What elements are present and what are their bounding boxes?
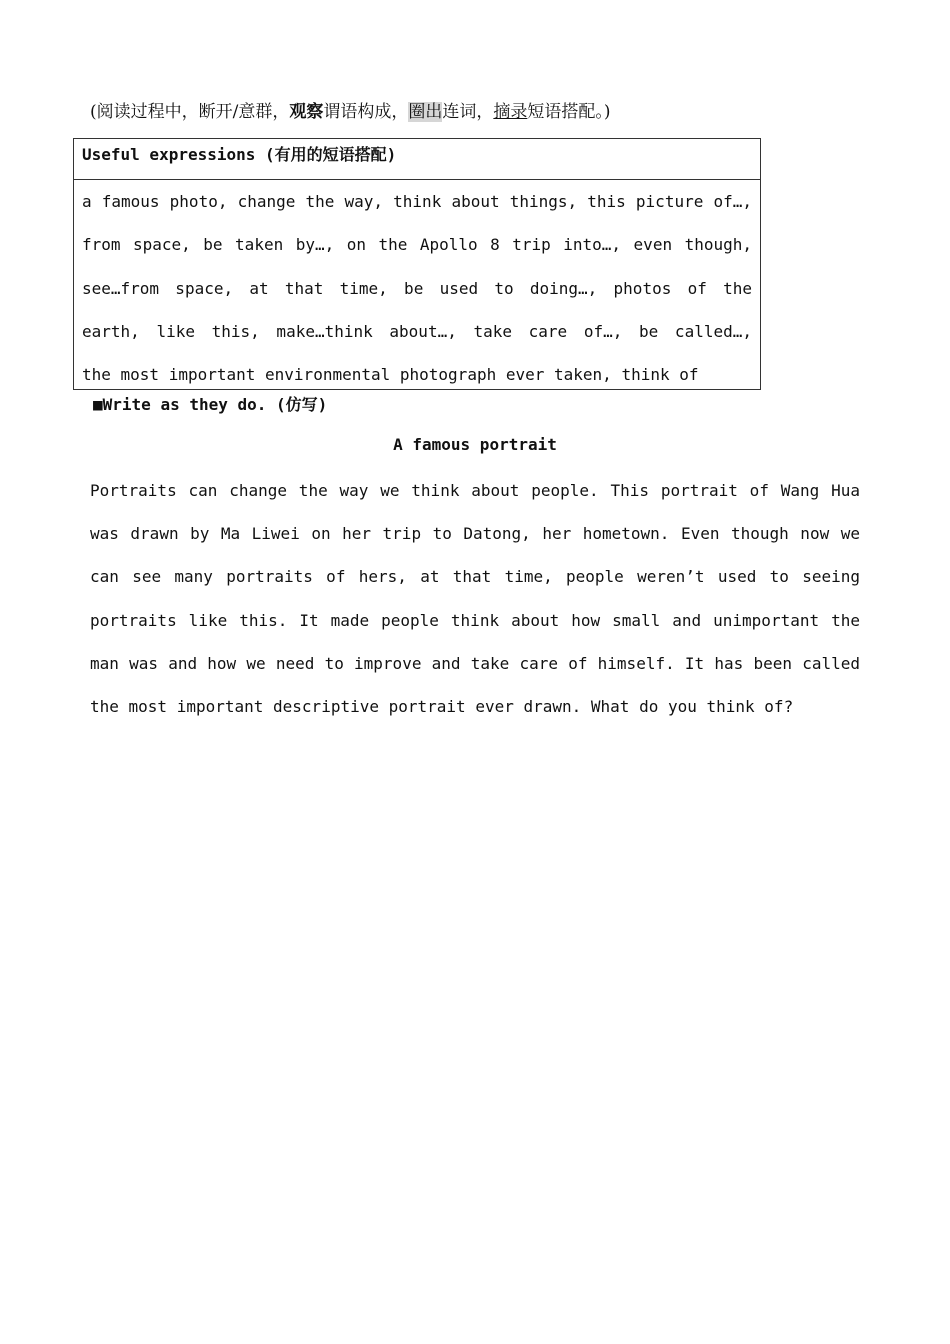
instructions-open: (阅读过程中，断开/意群，: [90, 102, 290, 122]
square-bullet-icon: ■: [93, 395, 103, 414]
instructions-excerpt: 摘录: [493, 102, 528, 122]
instructions-conjunction: 连词，: [442, 102, 494, 122]
instructions-observe: 观察: [289, 102, 324, 122]
write-section-title: Write as they do. (仿写): [102, 395, 328, 414]
useful-expressions-body: [74, 180, 760, 396]
expression-line: from space, be taken by…, on the Apollo 8 trip into…, even though,: [82, 235, 752, 255]
useful-expressions-title: Useful expressions (有用的短语搭配): [74, 139, 760, 180]
essay-line: portraits like this. It made people think about how small and unimportant the: [90, 610, 860, 630]
instructions-circle: 圈出: [408, 102, 443, 122]
reading-instructions: [90, 99, 790, 125]
expression-line: earth, like this, make…think about…, take care of…, be called…,: [82, 321, 752, 341]
instructions-close: 短语搭配。): [527, 102, 611, 122]
essay-line: man was and how we need to improve and take care of himself. It has been called: [90, 653, 860, 673]
essay-line: the most important descriptive portrait ever drawn. What do you think of?: [90, 697, 794, 717]
expression-line: a famous photo, change the way, think about things, this picture of…,: [82, 192, 752, 211]
useful-expressions-box: [73, 138, 761, 390]
essay-title: A famous portrait: [393, 435, 557, 454]
expression-line: see…from space, at that time, be used to doing…, photos of the: [82, 278, 752, 298]
essay-line: Portraits can change the way we think about people. This portrait of Wang Hua: [90, 481, 860, 500]
write-section-heading: [93, 391, 327, 419]
essay-body: [90, 469, 860, 728]
essay-line: can see many portraits of hers, at that time, people weren’t used to seeing: [90, 567, 860, 587]
instructions-predicate: 谓语构成，: [323, 102, 409, 122]
expression-line: the most important environmental photograph ever taken, think of: [82, 365, 699, 385]
essay-line: was drawn by Ma Liwei on her trip to Datong, her hometown. Even though now we: [90, 524, 860, 544]
